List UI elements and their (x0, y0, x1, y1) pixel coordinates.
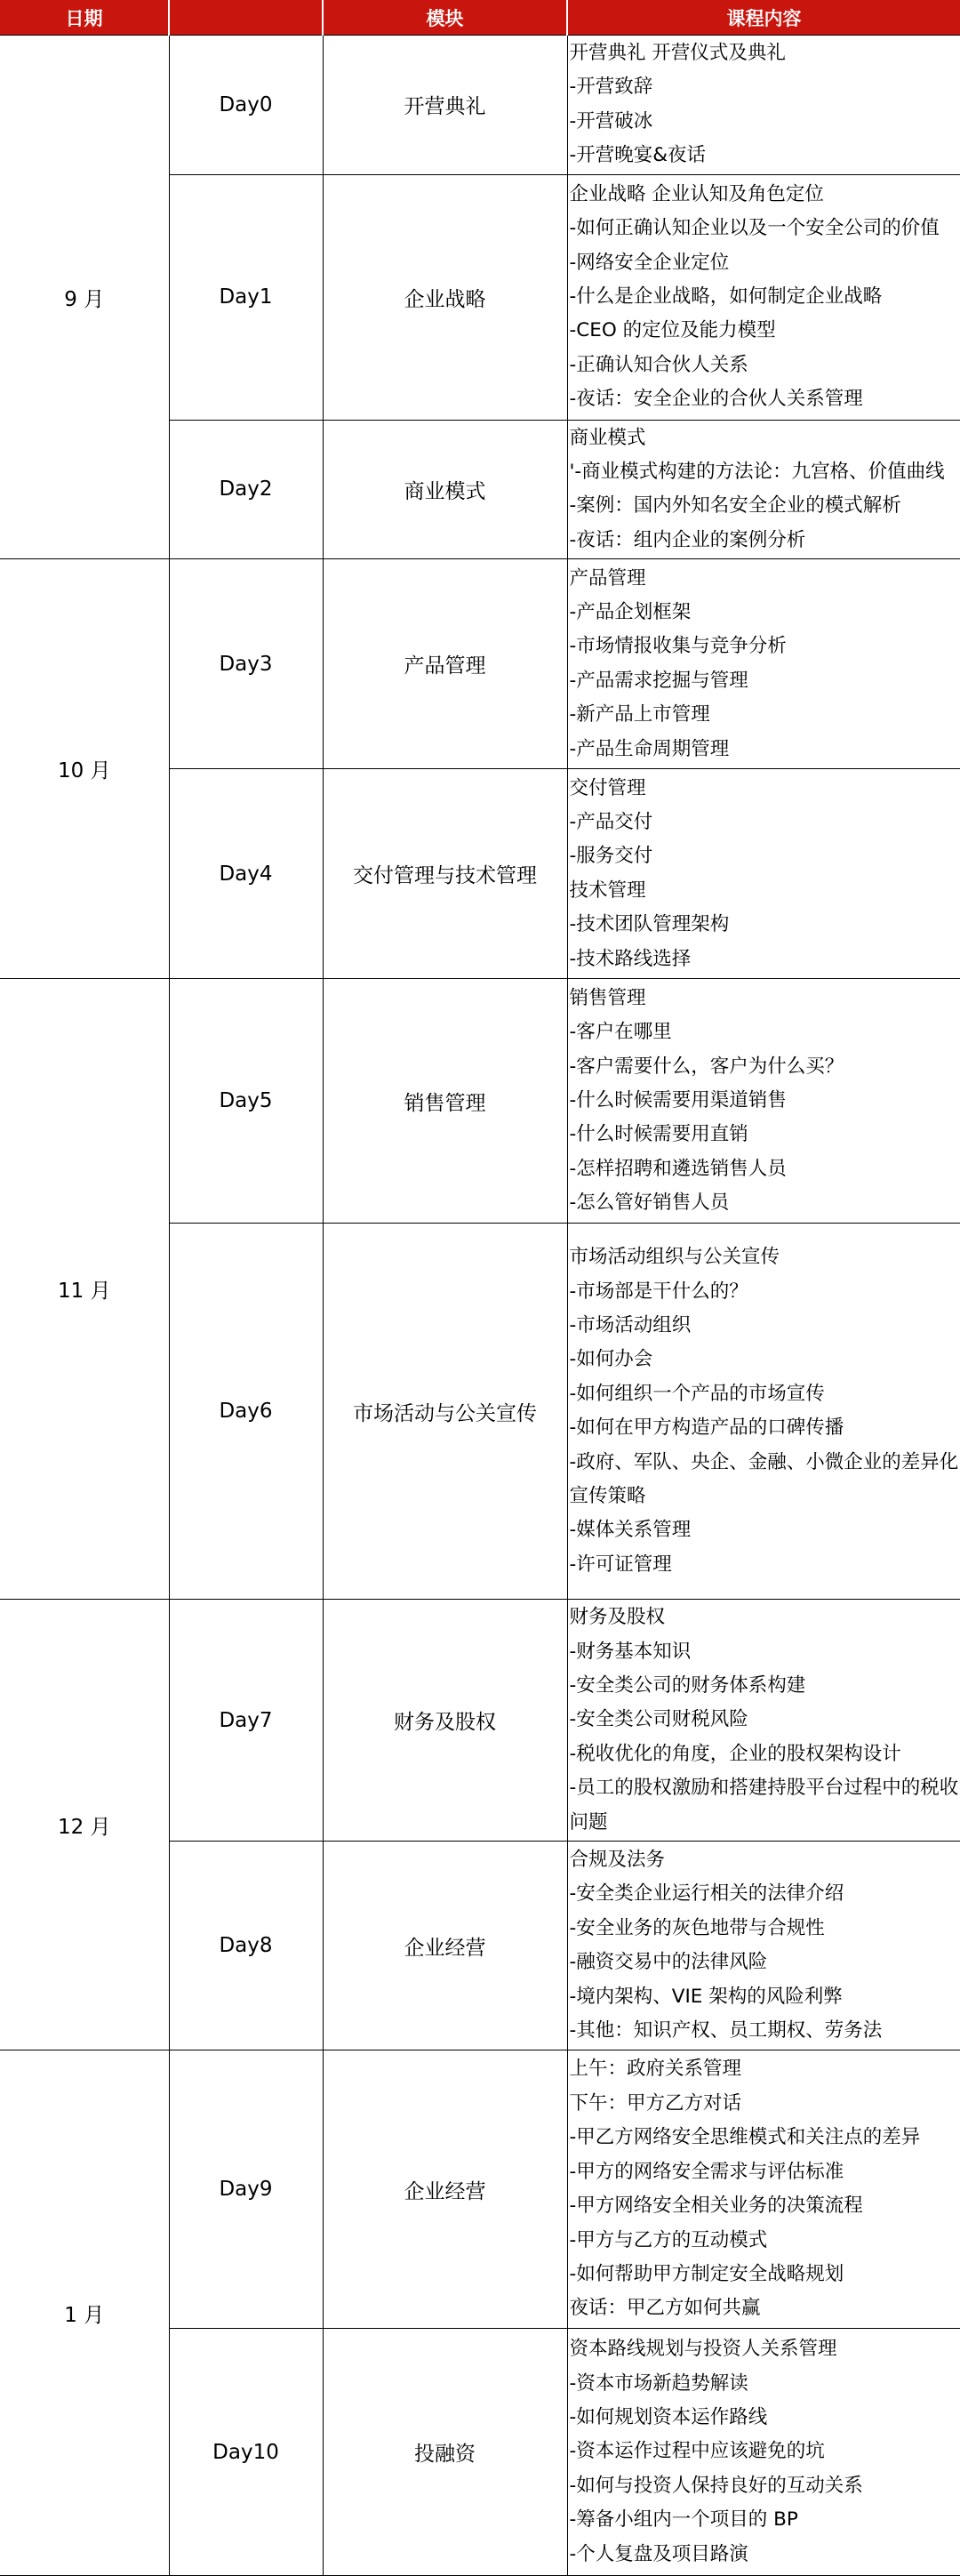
content-cell (567, 36, 960, 175)
content-line: -什么时候需要用直销 (569, 1123, 748, 1146)
table-row (0, 1600, 960, 1842)
content-line: -安全类企业运行相关的法律介绍 (569, 1882, 844, 1906)
content-line: -产品需求挖掘与管理 (569, 669, 748, 692)
content-line: -夜话：组内企业的案例分析 (569, 528, 806, 551)
day-cell: Day9 (169, 2050, 323, 2329)
content-line: 销售管理 (569, 986, 646, 1009)
header-content: 课程内容 (567, 0, 960, 36)
content-line: -技术路线选择 (569, 947, 692, 970)
content-line: -技术团队管理架构 (569, 913, 730, 936)
module-cell: 商业模式 (323, 420, 567, 559)
day-cell: Day4 (169, 769, 323, 979)
content-line: -安全类公司财税风险 (569, 1708, 748, 1731)
day-cell: Day2 (169, 420, 323, 559)
content-line: -税收优化的角度，企业的股权架构设计 (569, 1742, 901, 1765)
content-line: -财务基本知识 (569, 1640, 692, 1663)
module-cell: 企业战略 (323, 174, 567, 420)
day-cell: Day0 (169, 36, 323, 175)
content-line: '-商业模式构建的方法论：九宫格、价值曲线 (569, 461, 945, 484)
content-cell (567, 174, 960, 420)
day-cell: Day10 (169, 2329, 323, 2576)
content-line: 技术管理 (569, 879, 646, 902)
table-row (0, 2050, 960, 2329)
content-line: -甲方网络安全相关业务的决策流程 (569, 2195, 863, 2218)
table-row (0, 979, 960, 1224)
module-cell: 投融资 (323, 2329, 567, 2576)
content-line: 资本路线规划与投资人关系管理 (569, 2338, 837, 2361)
content-cell (567, 559, 960, 769)
month-cell: 11 月 (0, 979, 169, 1600)
content-line: -安全类公司的财务体系构建 (569, 1674, 806, 1697)
content-line: -产品生命周期管理 (569, 737, 730, 760)
day-cell: Day7 (169, 1600, 323, 1842)
content-line: -网络安全企业定位 (569, 251, 730, 274)
content-line: -市场情报收集与竞争分析 (569, 635, 787, 658)
module-cell: 销售管理 (323, 979, 567, 1224)
content-line: -甲乙方网络安全思维模式和关注点的差异 (569, 2126, 921, 2149)
content-line: 财务及股权 (569, 1606, 666, 1629)
header-day-blank (169, 0, 323, 36)
content-line: -其他：知识产权、员工期权、劳务法 (569, 2018, 883, 2042)
content-line: -正确认知合伙人关系 (569, 353, 748, 376)
content-line: -客户在哪里 (569, 1021, 672, 1044)
table-header (0, 0, 960, 36)
content-line: -产品企划框架 (569, 600, 692, 623)
content-line: -服务交付 (569, 845, 653, 868)
table-row (0, 559, 960, 769)
content-line: -夜话：安全企业的合伙人关系管理 (569, 388, 863, 411)
content-line: -什么时候需要用渠道销售 (569, 1089, 787, 1112)
content-cell (567, 420, 960, 559)
content-line: -如何帮助甲方制定安全战略规划 (569, 2262, 844, 2285)
content-line: -客户需要什么，客户为什么买？ (569, 1055, 844, 1078)
content-line: -融资交易中的法律风险 (569, 1951, 768, 1974)
content-line: -如何办会 (569, 1348, 653, 1371)
content-line: 产品管理 (569, 566, 646, 590)
month-cell: 1 月 (0, 2050, 169, 2576)
content-line: 开营典礼 开营仪式及典礼 (569, 42, 786, 64)
content-line: -境内架构、VIE 架构的风险利弊 (569, 1985, 843, 2008)
table-body (0, 36, 960, 2576)
content-line: -政府、军队、央企、金融、小微企业的差异化宣传策略 (569, 1450, 959, 1508)
content-cell (567, 1842, 960, 2050)
module-cell: 交付管理与技术管理 (323, 769, 567, 979)
table-row (0, 36, 960, 175)
content-line: -市场活动组织 (569, 1314, 692, 1337)
content-line: 商业模式 (569, 426, 646, 449)
content-line: -市场部是干什么的？ (569, 1280, 748, 1303)
module-cell: 财务及股权 (323, 1600, 567, 1842)
content-line: -媒体关系管理 (569, 1519, 692, 1542)
content-line: -如何正确认知企业以及一个安全公司的价值 (569, 217, 940, 240)
module-cell: 企业经营 (323, 2050, 567, 2329)
month-cell: 10 月 (0, 559, 169, 979)
module-cell: 企业经营 (323, 1842, 567, 2050)
content-line: 企业战略 企业认知及角色定位 (569, 182, 824, 205)
module-cell: 产品管理 (323, 559, 567, 769)
content-line: -个人复盘及项目路演 (569, 2542, 748, 2565)
content-line: -产品交付 (569, 810, 653, 833)
content-line: -案例：国内外知名安全企业的模式解析 (569, 494, 901, 518)
content-line: -如何在甲方构造产品的口碑传播 (569, 1416, 844, 1440)
content-line: -如何组织一个产品的市场宣传 (569, 1382, 825, 1405)
month-cell: 12 月 (0, 1600, 169, 2050)
day-cell: Day5 (169, 979, 323, 1224)
content-cell (567, 2050, 960, 2329)
content-line: 夜话：甲乙方如何共赢 (569, 2297, 761, 2320)
content-line: -CEO 的定位及能力模型 (569, 319, 776, 342)
content-line: -新产品上市管理 (569, 703, 710, 726)
content-cell (567, 1224, 960, 1600)
content-line: -安全业务的灰色地带与合规性 (569, 1916, 825, 1939)
content-line: -筹备小组内一个项目的 BP (569, 2508, 798, 2532)
content-line: -如何与投资人保持良好的互动关系 (569, 2474, 863, 2497)
content-line: -如何规划资本运作路线 (569, 2405, 768, 2428)
content-line: -怎样招聘和遴选销售人员 (569, 1157, 787, 1180)
day-cell: Day6 (169, 1224, 323, 1600)
content-line: -开营晚宴&夜话 (569, 144, 707, 167)
month-cell: 9 月 (0, 36, 169, 559)
content-cell (567, 1600, 960, 1842)
module-cell: 开营典礼 (323, 36, 567, 175)
content-line: 交付管理 (569, 776, 646, 799)
content-line: -资本运作过程中应该避免的坑 (569, 2440, 825, 2463)
content-line: -怎么管好销售人员 (569, 1192, 730, 1215)
header-date: 日期 (0, 0, 169, 36)
content-line: -开营致辞 (569, 76, 653, 99)
content-line: -甲方与乙方的互动模式 (569, 2228, 768, 2251)
header-row (0, 0, 960, 36)
content-line: 下午：甲方乙方对话 (569, 2091, 742, 2115)
content-cell (567, 769, 960, 979)
day-cell: Day1 (169, 174, 323, 420)
content-line: -什么是企业战略，如何制定企业战略 (569, 285, 883, 308)
header-module: 模块 (323, 0, 567, 36)
content-line: -许可证管理 (569, 1553, 672, 1576)
content-line: -资本市场新趋势解读 (569, 2371, 748, 2395)
content-cell (567, 979, 960, 1224)
content-line: 上午：政府关系管理 (569, 2058, 742, 2081)
content-line: 市场活动组织与公关宣传 (569, 1246, 780, 1269)
content-line: -甲方的网络安全需求与评估标准 (569, 2160, 844, 2183)
content-line: -开营破冰 (569, 109, 653, 132)
content-cell (567, 2329, 960, 2576)
content-line: -员工的股权激励和搭建持股平台过程中的税收问题 (569, 1777, 959, 1834)
day-cell: Day3 (169, 559, 323, 769)
module-cell: 市场活动与公关宣传 (323, 1224, 567, 1600)
day-cell: Day8 (169, 1842, 323, 2050)
content-line: 合规及法务 (569, 1848, 666, 1871)
